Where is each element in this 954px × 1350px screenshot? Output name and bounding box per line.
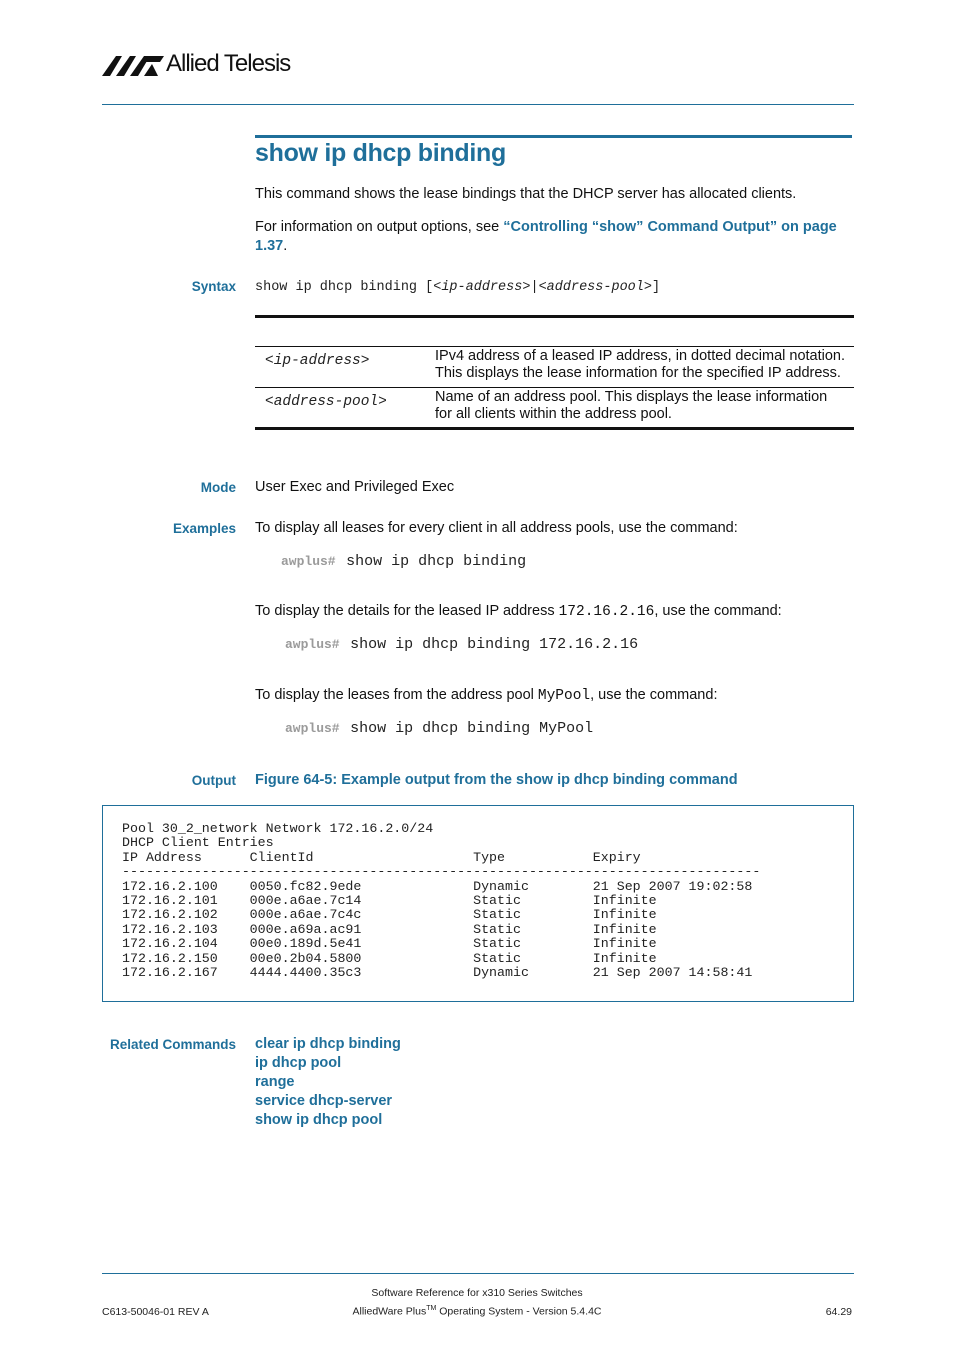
cli-command: show ip dhcp binding 172.16.2.16 [350,636,639,653]
related-commands-label: Related Commands [109,1037,236,1052]
related-link-range[interactable]: range [255,1074,295,1090]
intro-text: This command shows the lease bindings that the DHCP server has allocated clients. [255,186,797,202]
example-intro [255,687,717,704]
output-line: 172.16.2.103 000e.a69a.ac91 Static Infinite [122,921,657,937]
footer-title: Software Reference for x310 Series Switches [371,1287,583,1299]
output-line: IP Address ClientId Type Expiry [122,849,641,865]
related-link-service-dhcp-server[interactable]: service dhcp-server [255,1093,393,1109]
cli-prompt: awplus# [281,554,336,569]
syntax-close: ] [651,280,661,295]
related-commands-list [255,1035,401,1130]
output-line: 172.16.2.167 4444.4400.35c3 Dynamic 21 Sep 2007 14:58:41 [122,965,753,981]
title-rule [255,135,852,138]
output-line: 172.16.2.100 0050.fc82.9ede Dynamic 21 Sep 2007 19:02:58 [122,878,753,894]
syntax-line [255,280,660,295]
output-line: DHCP Client Entries [122,835,274,851]
allied-telesis-logo-icon [102,52,164,78]
output-line: 172.16.2.150 00e0.2b04.5800 Static Infinite [122,950,657,966]
mode-text: User Exec and Privileged Exec [255,479,455,495]
syntax-label: Syntax [191,279,236,294]
parameter-table-header [255,317,854,347]
example-command-line [285,635,638,653]
example-intro-text: To display the details for the leased IP address [255,603,559,619]
cli-command: show ip dhcp binding [346,553,527,570]
example-command-line [281,552,526,570]
footer-os-name: AlliedWare Plus [352,1305,427,1318]
example-intro-code: MyPool [537,688,591,704]
page-number: 64.29 [825,1306,852,1318]
output-listing [122,822,760,980]
page-title: show ip dhcp binding [255,139,506,167]
output-line: Pool 30_2_network Network 172.16.2.0/24 [122,821,434,836]
parameter-name: <ip-address> [265,353,370,369]
parameter-name: <address-pool> [265,394,387,410]
cli-command: show ip dhcp binding MyPool [350,720,594,737]
parameter-description: Name of an address pool. This displays the lease information for all clients within the address pool. [435,389,828,422]
examples-label: Examples [172,521,236,536]
related-link-clear-ip-dhcp-binding[interactable]: clear ip dhcp binding [255,1036,401,1052]
output-line: -------------------------------------------------------------------------------- [122,864,761,880]
footer-rule [102,1273,854,1274]
output-line: 172.16.2.104 00e0.189d.5e41 Static Infinite [122,936,657,952]
logo-text: Allied Telesis [166,50,291,77]
example-intro-text: To display the leases from the address pool [255,687,538,703]
cli-prompt: awplus# [285,637,340,652]
example-intro-after: , use the command: [654,603,782,619]
parameter-row [255,388,854,429]
parameter-row [255,347,854,388]
info-prefix: For information on output options, see [255,219,504,235]
footer-doc-id: C613-50046-01 REV A [102,1306,209,1318]
footer-trademark: TM [426,1305,437,1312]
parameter-description: IPv4 address of a leased IP address, in dotted decimal notation. This displays the lease information for the specified IP address. [435,348,846,381]
example-intro-code: 172.16.2.16 [558,604,655,620]
example-intro [255,520,738,536]
info-paragraph [255,218,845,256]
output-label: Output [191,773,236,788]
parameter-cell [255,347,435,388]
example-intro [255,603,782,620]
syntax-command: show ip dhcp binding [ [255,280,434,295]
related-link-show-ip-dhcp-pool[interactable]: show ip dhcp pool [255,1112,383,1128]
output-line: 172.16.2.102 000e.a6ae.7c4c Static Infinite [122,907,657,923]
info-suffix: . [283,238,288,254]
footer-os-version: Operating System - Version 5.4.4C [436,1305,602,1318]
syntax-arg-address-pool: <address-pool> [538,280,652,295]
figure-caption: Figure 64-5: Example output from the show ip dhcp binding command [255,772,738,788]
logo [102,50,302,80]
output-box [102,805,854,1002]
syntax-arg-ip-address: <ip-address> [433,280,531,295]
example-intro-after: , use the command: [590,687,718,703]
related-link-ip-dhcp-pool[interactable]: ip dhcp pool [255,1055,342,1071]
example-intro-text: To display all leases for every client in all address pools, use the command: [255,520,738,536]
example-command-line [285,719,593,737]
parameter-table [255,315,854,430]
mode-label: Mode [200,480,236,495]
cli-prompt: awplus# [285,721,340,736]
parameter-header [255,317,435,347]
description-header [435,317,854,347]
controlling-show-output-link[interactable]: “Controlling “show” Command Output” on page 1.37 [255,219,837,254]
output-line: 172.16.2.101 000e.a6ae.7c14 Static Infinite [122,893,657,909]
syntax-separator: | [530,280,539,295]
header-rule [102,104,854,105]
parameter-cell [255,388,435,429]
